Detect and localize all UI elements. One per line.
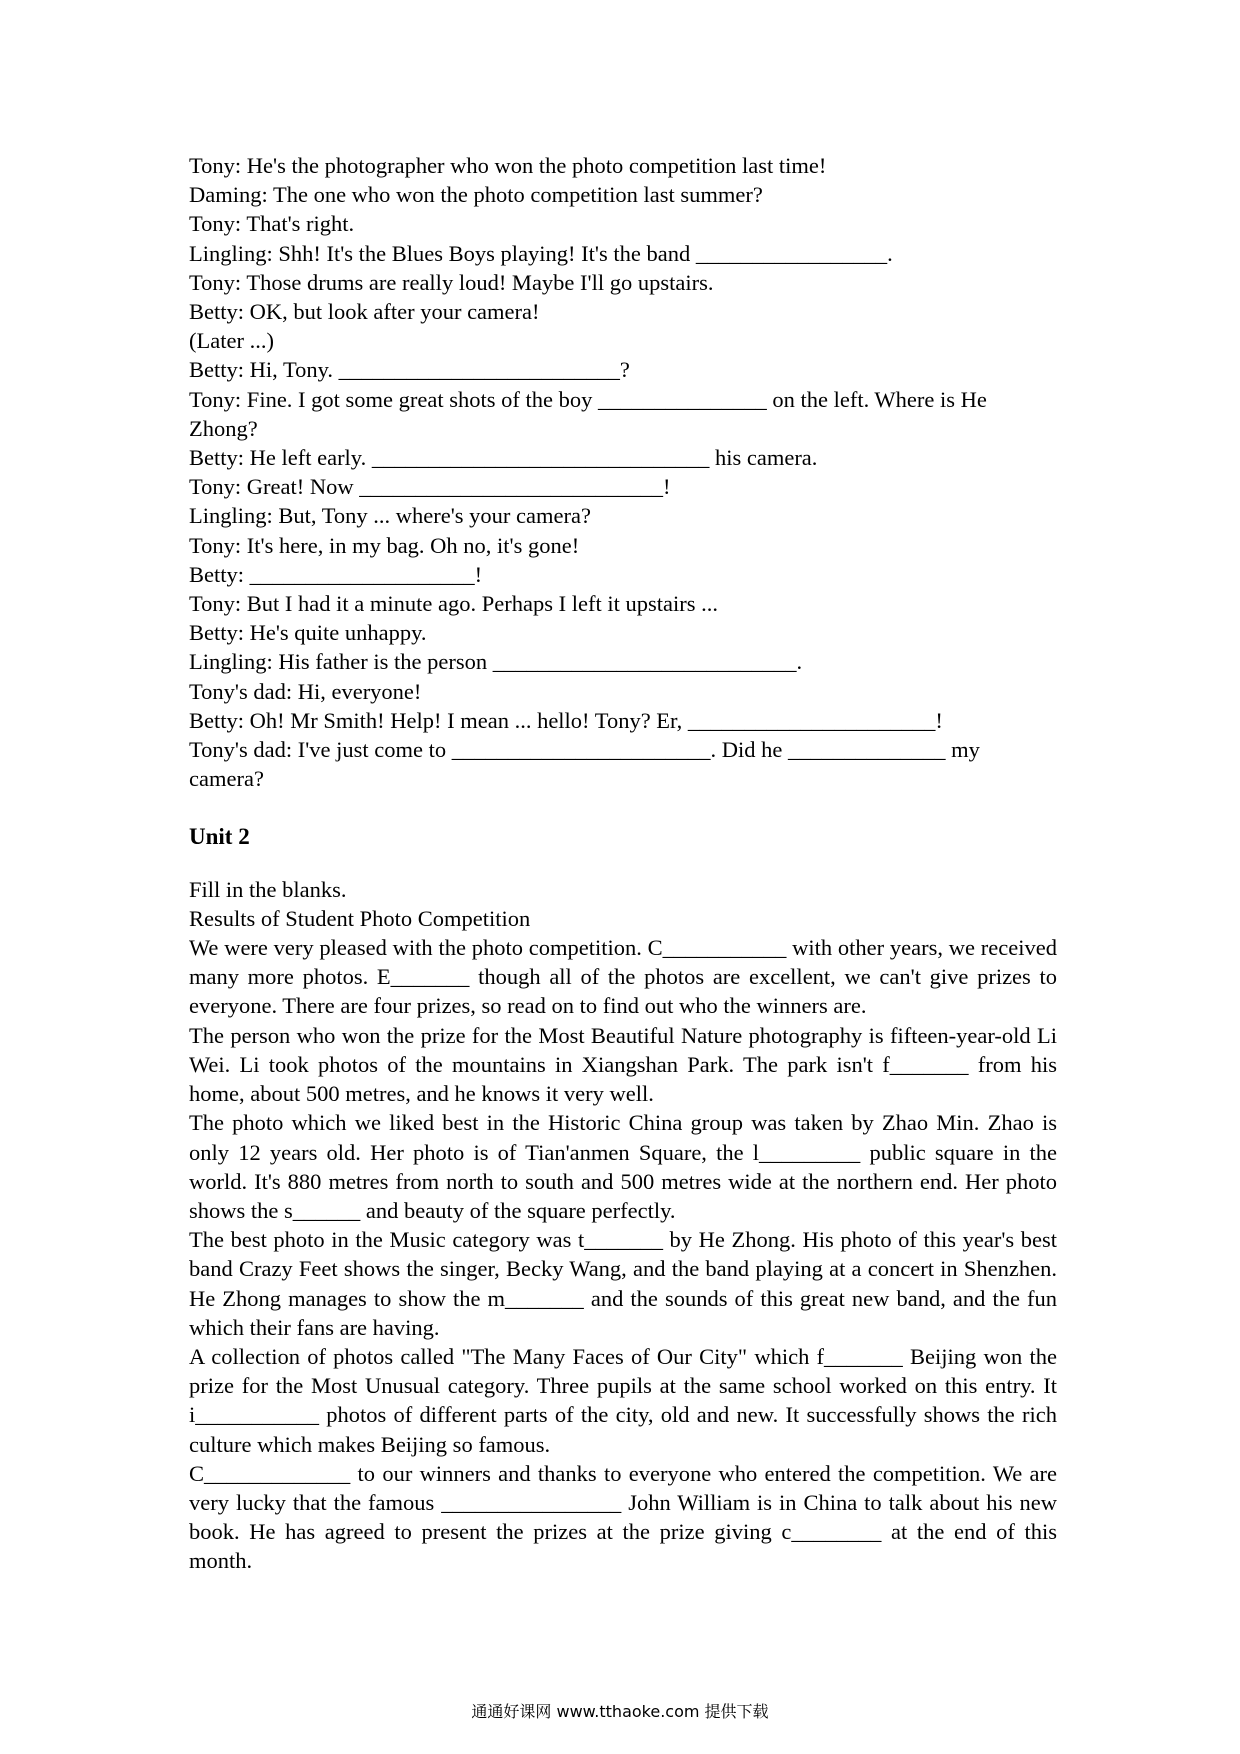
dialogue-line: Daming: The one who won the photo competition last summer? [189, 182, 763, 208]
dialogue-line: Tony: That's right. [189, 211, 355, 237]
dialogue-line: Tony's dad: I've just come to _______________________. Did he ______________ my camera? [189, 737, 980, 792]
dialogue-line: Tony: It's here, in my bag. Oh no, it's gone! [189, 532, 580, 558]
article-paragraph: A collection of photos called "The Many Faces of Our City" which f_______ Beijing won the prize for the Most Unusual category. Three pupils at the same school worked on this entry. It i___________ photos of different parts of the city, old and new. It successfully shows the rich culture which makes Beijing so famous. [189, 1343, 1057, 1457]
instruction: Fill in the blanks. [189, 876, 347, 902]
dialogue-line: Tony: Those drums are really loud! Maybe I'll go upstairs. [189, 269, 714, 295]
dialogue-line: Betty: ____________________! [189, 561, 483, 587]
dialogue-line: Lingling: Shh! It's the Blues Boys playing! It's the band _________________. [189, 240, 893, 266]
worksheet-page [189, 151, 1057, 1576]
article-paragraph: C_____________ to our winners and thanks to everyone who entered the competition. We are very lucky that the famous ________________ John William is in China to talk about his new book. He has agreed to present the prizes at the prize giving c________ at the end of this month. [189, 1460, 1057, 1574]
unit-heading: Unit 2 [189, 824, 250, 850]
article-title: Results of Student Photo Competition [189, 905, 531, 931]
dialogue-line: (Later ...) [189, 328, 274, 354]
dialogue-line: Betty: Hi, Tony. _________________________? [189, 357, 630, 383]
dialogue-line: Betty: He left early. ______________________________ his camera. [189, 445, 818, 471]
page-footer: 通通好课网 www.tthaoke.com 提供下载 [471, 1702, 769, 1721]
dialogue-line: Betty: OK, but look after your camera! [189, 299, 540, 325]
dialogue-line: Tony's dad: Hi, everyone! [189, 678, 422, 704]
article-paragraph: The photo which we liked best in the Historic China group was taken by Zhao Min. Zhao is only 12 years old. Her photo is of Tian'anmen Square, the l_________ public square in the world. It's 880 metres from north to south and 500 metres wide at the northern end. Her photo shows the s______ and beauty of the square perfectly. [189, 1110, 1057, 1223]
dialogue-line: Tony: Great! Now ___________________________! [189, 474, 671, 500]
dialogue-line: Tony: He's the photographer who won the photo competition last time! [189, 153, 827, 178]
dialogue-line: Betty: He's quite unhappy. [189, 620, 427, 646]
unit2-section [189, 822, 1057, 1575]
article-paragraph: The best photo in the Music category was t_______ by He Zhong. His photo of this year's best band Crazy Feet shows the singer, Becky Wang, and the band playing at a concert in Shenzhen. He Zhong manages to show the m_______ and the sounds of this great new band, and the fun which their fans are having. [189, 1227, 1057, 1340]
article-paragraph: We were very pleased with the photo competition. C___________ with other years, we received many more photos. E_______ though all of the photos are excellent, we can't give prizes to everyone. There are four prizes, so read on to find out who the winners are. [189, 935, 1057, 1019]
article-paragraph: The person who won the prize for the Most Beautiful Nature photography is fifteen-year-old Li Wei. Li took photos of the mountains in Xiangshan Park. The park isn't f_______ from his home, about 500 metres, and he knows it very well. [189, 1022, 1057, 1107]
dialogue-line: Tony: Fine. I got some great shots of the boy _______________ on the left. Where is He Zhong? [189, 386, 987, 441]
dialogue-section [189, 151, 1057, 793]
dialogue-line: Betty: Oh! Mr Smith! Help! I mean ... hello! Tony? Er, ______________________! [189, 707, 943, 733]
dialogue-line: Tony: But I had it a minute ago. Perhaps I left it upstairs ... [189, 591, 718, 617]
dialogue-line: Lingling: But, Tony ... where's your camera? [189, 503, 591, 529]
dialogue-line: Lingling: His father is the person ___________________________. [189, 649, 803, 675]
